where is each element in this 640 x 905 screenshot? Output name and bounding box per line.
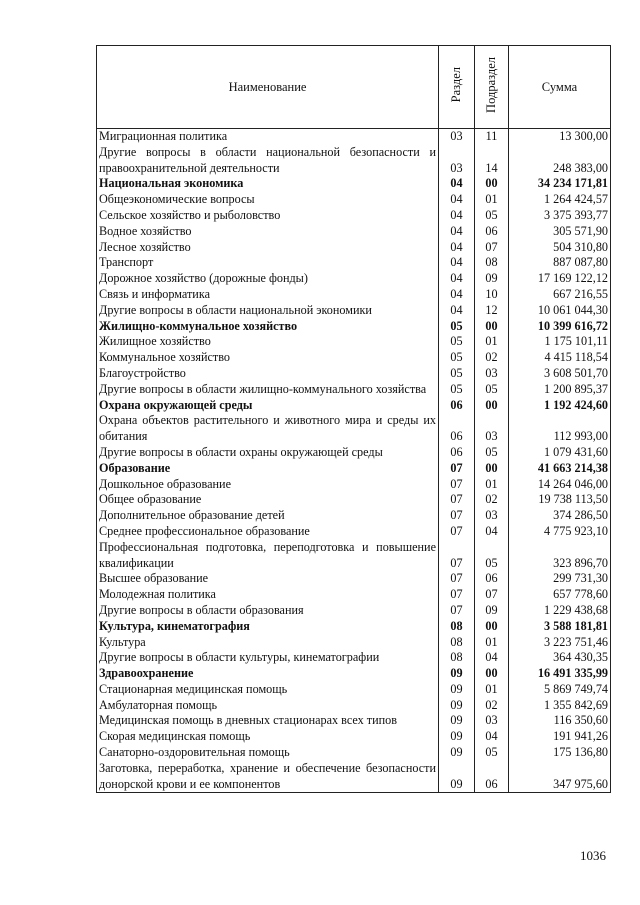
row-subsection: 03 [475,713,509,729]
table-row [97,382,611,398]
table-row [97,524,611,540]
table-row [97,129,611,145]
row-subsection: 03 [475,508,509,524]
table-row [97,619,611,635]
table-row [97,319,611,335]
row-subsection: 02 [475,698,509,714]
table-row [97,271,611,287]
row-subsection: 00 [475,319,509,335]
table-row [97,208,611,224]
table-row [97,477,611,493]
row-amount: 3 375 393,77 [509,208,611,224]
row-name: Связь и информатика [97,287,439,303]
row-subsection: 00 [475,398,509,414]
row-name: Высшее образование [97,571,439,587]
header-section [439,46,475,129]
table-row [97,145,611,177]
table-row [97,240,611,256]
row-amount: 3 608 501,70 [509,366,611,382]
row-amount: 10 061 044,30 [509,303,611,319]
row-section: 08 [439,650,475,666]
row-section: 04 [439,208,475,224]
table-row [97,650,611,666]
row-name: Профессиональная подготовка, переподготовка и повышение квалификации [97,540,439,572]
row-section: 07 [439,571,475,587]
row-section: 03 [439,145,475,177]
row-section: 08 [439,635,475,651]
table-row [97,682,611,698]
row-amount: 1 229 438,68 [509,603,611,619]
row-subsection: 07 [475,587,509,603]
row-subsection: 02 [475,350,509,366]
row-subsection: 07 [475,240,509,256]
row-amount: 504 310,80 [509,240,611,256]
row-section: 05 [439,350,475,366]
row-section: 04 [439,255,475,271]
table-row [97,445,611,461]
row-amount: 5 869 749,74 [509,682,611,698]
table-row [97,287,611,303]
row-name: Заготовка, переработка, хранение и обеспечение безопасности донорской крови и ее компонентов [97,761,439,793]
table-row [97,508,611,524]
row-section: 07 [439,524,475,540]
row-amount: 1 264 424,57 [509,192,611,208]
row-amount: 1 079 431,60 [509,445,611,461]
row-section: 04 [439,192,475,208]
row-subsection: 00 [475,176,509,192]
row-subsection: 05 [475,745,509,761]
table-row [97,192,611,208]
row-section: 04 [439,240,475,256]
table-row [97,492,611,508]
row-subsection: 01 [475,682,509,698]
row-name: Дорожное хозяйство (дорожные фонды) [97,271,439,287]
row-amount: 374 286,50 [509,508,611,524]
row-amount: 1 175 101,11 [509,334,611,350]
table-row [97,540,611,572]
table-row [97,303,611,319]
row-subsection: 01 [475,334,509,350]
row-subsection: 05 [475,382,509,398]
row-section: 07 [439,461,475,477]
row-name: Скорая медицинская помощь [97,729,439,745]
row-subsection: 01 [475,192,509,208]
row-section: 07 [439,508,475,524]
row-name: Водное хозяйство [97,224,439,240]
row-section: 04 [439,303,475,319]
row-name: Жилищно-коммунальное хозяйство [97,319,439,335]
row-subsection: 08 [475,255,509,271]
row-amount: 887 087,80 [509,255,611,271]
row-amount: 116 350,60 [509,713,611,729]
row-amount: 34 234 171,81 [509,176,611,192]
row-subsection: 04 [475,729,509,745]
table-header-row [97,46,611,129]
row-subsection: 09 [475,603,509,619]
row-name: Лесное хозяйство [97,240,439,256]
row-name: Амбулаторная помощь [97,698,439,714]
row-section: 05 [439,334,475,350]
row-section: 05 [439,366,475,382]
row-subsection: 03 [475,366,509,382]
row-section: 06 [439,445,475,461]
row-name: Коммунальное хозяйство [97,350,439,366]
row-amount: 1 355 842,69 [509,698,611,714]
row-amount: 323 896,70 [509,540,611,572]
row-subsection: 01 [475,635,509,651]
row-name: Охрана окружающей среды [97,398,439,414]
row-section: 05 [439,319,475,335]
row-amount: 16 491 335,99 [509,666,611,682]
table-row [97,255,611,271]
table-row [97,729,611,745]
header-section-label: Раздел [449,67,463,103]
row-section: 06 [439,398,475,414]
row-amount: 112 993,00 [509,413,611,445]
row-amount: 305 571,90 [509,224,611,240]
row-name: Жилищное хозяйство [97,334,439,350]
row-section: 09 [439,713,475,729]
table-row [97,224,611,240]
row-section: 09 [439,729,475,745]
row-section: 09 [439,745,475,761]
row-amount: 41 663 214,38 [509,461,611,477]
row-section: 07 [439,540,475,572]
row-name: Другие вопросы в области жилищно-коммунального хозяйства [97,382,439,398]
row-name: Другие вопросы в области культуры, кинематографии [97,650,439,666]
row-subsection: 03 [475,413,509,445]
row-amount: 299 731,30 [509,571,611,587]
row-amount: 175 136,80 [509,745,611,761]
row-section: 08 [439,619,475,635]
row-name: Санаторно-оздоровительная помощь [97,745,439,761]
row-name: Сельское хозяйство и рыболовство [97,208,439,224]
row-section: 07 [439,492,475,508]
row-subsection: 00 [475,619,509,635]
table-row [97,176,611,192]
row-subsection: 00 [475,461,509,477]
table-row [97,745,611,761]
row-amount: 19 738 113,50 [509,492,611,508]
row-subsection: 10 [475,287,509,303]
row-subsection: 05 [475,445,509,461]
row-name: Дополнительное образование детей [97,508,439,524]
row-section: 09 [439,666,475,682]
row-section: 07 [439,477,475,493]
row-subsection: 09 [475,271,509,287]
budget-table [96,45,611,793]
row-name: Транспорт [97,255,439,271]
row-amount: 10 399 616,72 [509,319,611,335]
row-subsection: 01 [475,477,509,493]
row-name: Образование [97,461,439,477]
row-section: 04 [439,287,475,303]
row-amount: 248 383,00 [509,145,611,177]
row-name: Культура, кинематография [97,619,439,635]
row-name: Миграционная политика [97,129,439,145]
row-name: Дошкольное образование [97,477,439,493]
row-section: 09 [439,682,475,698]
row-amount: 1 192 424,60 [509,398,611,414]
row-name: Медицинская помощь в дневных стационарах всех типов [97,713,439,729]
row-name: Культура [97,635,439,651]
row-name: Другие вопросы в области образования [97,603,439,619]
row-subsection: 12 [475,303,509,319]
row-section: 03 [439,129,475,145]
row-subsection: 06 [475,224,509,240]
row-amount: 191 941,26 [509,729,611,745]
row-subsection: 11 [475,129,509,145]
row-section: 04 [439,176,475,192]
row-name: Другие вопросы в области национальной безопасности и правоохранительной деятельности [97,145,439,177]
table-row [97,350,611,366]
row-section: 07 [439,603,475,619]
row-name: Среднее профессиональное образование [97,524,439,540]
table-body [97,129,611,793]
row-amount: 14 264 046,00 [509,477,611,493]
row-amount: 347 975,60 [509,761,611,793]
table-row [97,334,611,350]
table-row [97,587,611,603]
row-name: Другие вопросы в области национальной экономики [97,303,439,319]
table-row [97,635,611,651]
table-row [97,761,611,793]
row-name: Другие вопросы в области охраны окружающей среды [97,445,439,461]
table-row [97,366,611,382]
row-amount: 13 300,00 [509,129,611,145]
table-row [97,603,611,619]
row-section: 09 [439,698,475,714]
row-subsection: 00 [475,666,509,682]
header-subsection [475,46,509,129]
table-row [97,713,611,729]
row-amount: 4 775 923,10 [509,524,611,540]
table-row [97,398,611,414]
row-name: Стационарная медицинская помощь [97,682,439,698]
row-amount: 364 430,35 [509,650,611,666]
row-subsection: 06 [475,571,509,587]
header-name: Наименование [97,46,439,129]
header-amount: Сумма [509,46,611,129]
row-subsection: 14 [475,145,509,177]
row-section: 05 [439,382,475,398]
row-section: 04 [439,271,475,287]
row-subsection: 05 [475,540,509,572]
row-name: Общее образование [97,492,439,508]
page-number: 1036 [580,848,606,863]
header-subsection-label: Подраздел [484,57,498,113]
row-name: Национальная экономика [97,176,439,192]
table-row [97,698,611,714]
row-name: Молодежная политика [97,587,439,603]
row-amount: 3 223 751,46 [509,635,611,651]
row-amount: 17 169 122,12 [509,271,611,287]
row-section: 06 [439,413,475,445]
row-name: Здравоохранение [97,666,439,682]
row-name: Охрана объектов растительного и животного мира и среды их обитания [97,413,439,445]
row-section: 07 [439,587,475,603]
row-amount: 1 200 895,37 [509,382,611,398]
table-row [97,666,611,682]
row-subsection: 06 [475,761,509,793]
row-subsection: 02 [475,492,509,508]
row-name: Общеэкономические вопросы [97,192,439,208]
row-name: Благоустройство [97,366,439,382]
row-amount: 4 415 118,54 [509,350,611,366]
row-subsection: 04 [475,650,509,666]
row-subsection: 05 [475,208,509,224]
table-row [97,571,611,587]
row-amount: 667 216,55 [509,287,611,303]
row-amount: 3 588 181,81 [509,619,611,635]
table-row [97,413,611,445]
row-amount: 657 778,60 [509,587,611,603]
table-row [97,461,611,477]
row-subsection: 04 [475,524,509,540]
row-section: 09 [439,761,475,793]
row-section: 04 [439,224,475,240]
